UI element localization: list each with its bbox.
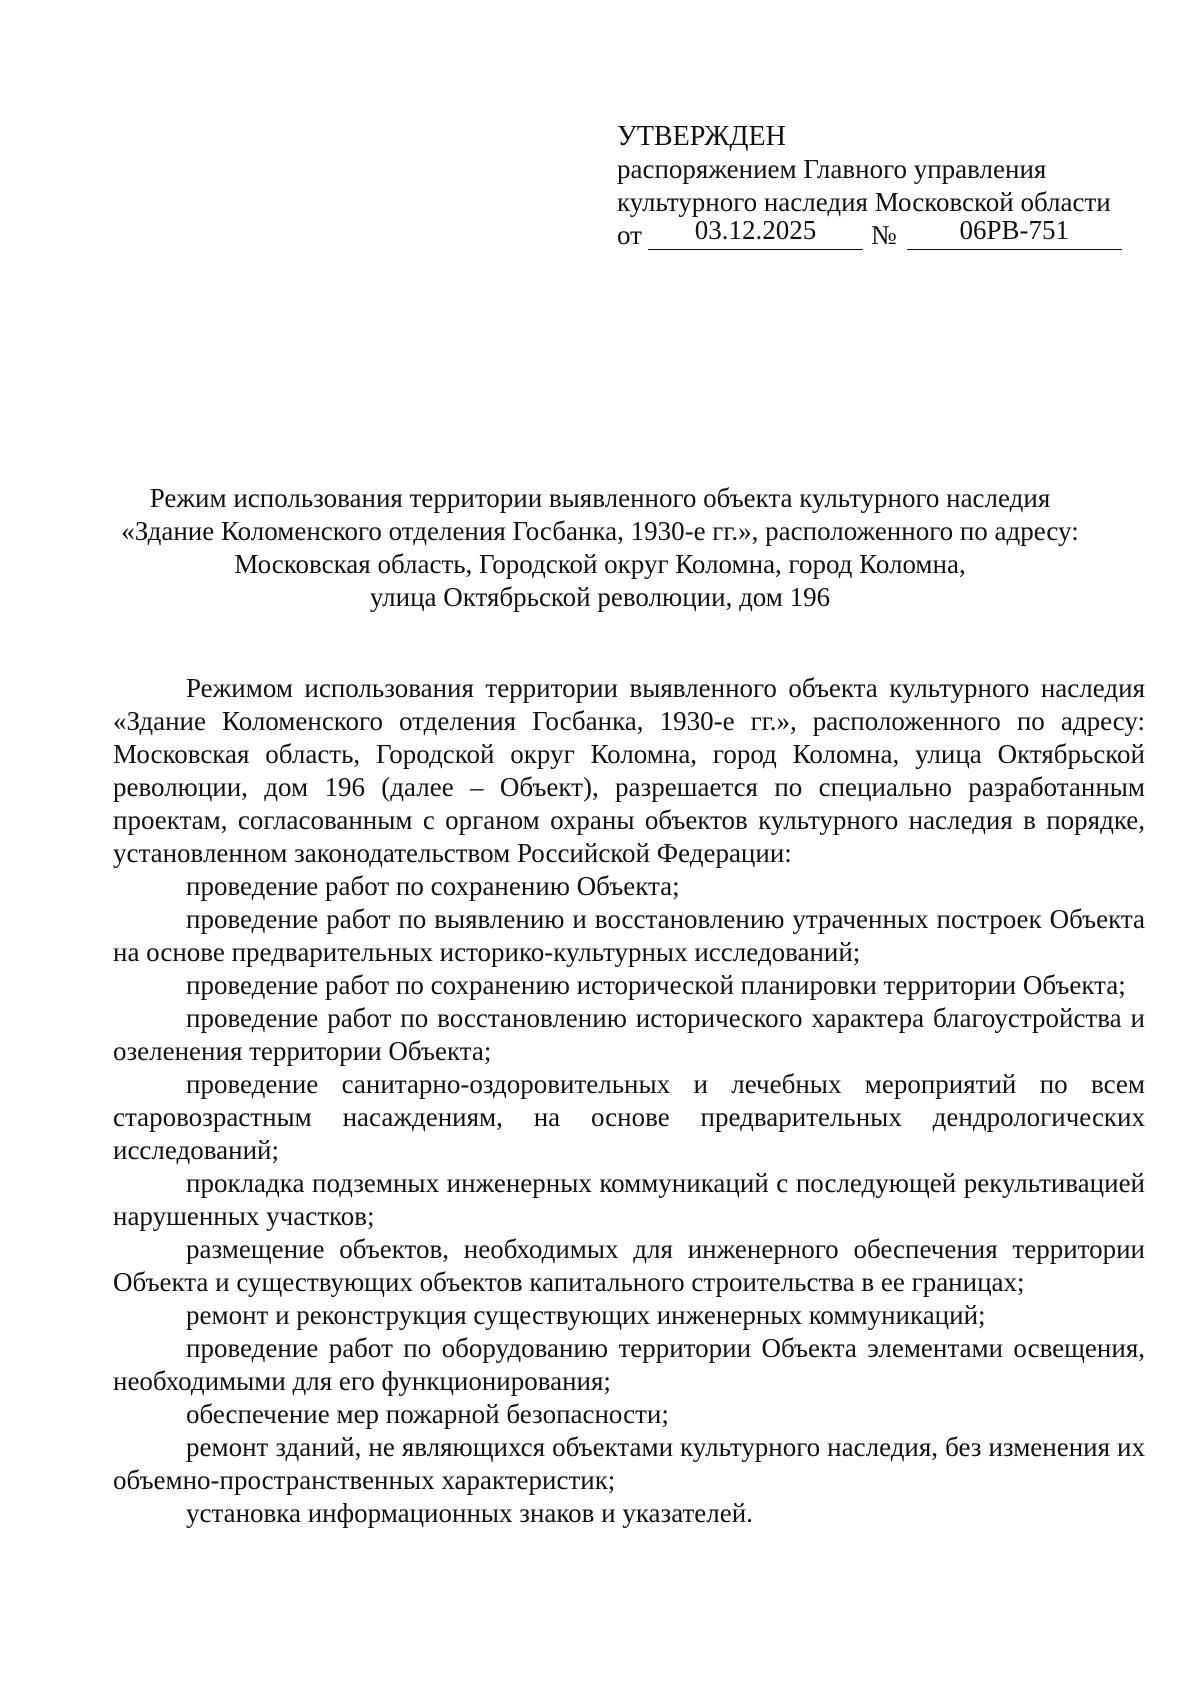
title-line: улица Октябрьской революции, дом 196 xyxy=(369,582,831,612)
approval-date: 03.12.2025 xyxy=(694,215,817,245)
approval-authority-line-1: распоряжением Главного управления xyxy=(617,154,1047,184)
title-line: «Здание Коломенского отделения Госбанка, 1930-е гг.», расположенного по адресу: xyxy=(121,516,1079,546)
list-item: проведение работ по сохранению Объекта; xyxy=(186,871,680,901)
from-label: от xyxy=(617,220,642,250)
intro-paragraph: Режимом использования территории выявленного объекта культурного наследия «Здание Коломенского отделения Госбанка, 1930-е гг.», расположенного по адресу: Московская область, Городской округ Коломна, город Коломна, улица Октябрьской революции, дом 196 (далее – Объект), разрешается по специально разработанным проектам, согласованным с органом охраны объектов культурного наследия в порядке, установленном законодательством Российской Федерации: xyxy=(113,673,1145,868)
list-item: размещение объектов, необходимых для инженерного обеспечения территории Объекта и существующих объектов капитального строительства в ее границах; xyxy=(113,1234,1145,1297)
document-title xyxy=(100,482,1100,614)
list-item: проведение санитарно-оздоровительных и лечебных мероприятий по всем старовозрастным насаждениям, на основе предварительных дендрологических исследований; xyxy=(113,1069,1145,1165)
list-item: прокладка подземных инженерных коммуникаций с последующей рекультивацией нарушенных участков; xyxy=(113,1168,1145,1231)
approval-block xyxy=(617,120,1157,252)
approval-reference-row xyxy=(617,215,1157,252)
approval-number-field xyxy=(907,215,1122,250)
list-item: обеспечение мер пожарной безопасности; xyxy=(186,1399,669,1429)
approval-heading: УТВЕРЖДЕН xyxy=(617,121,786,152)
list-item: проведение работ по восстановлению исторического характера благоустройства и озеленения территории Объекта; xyxy=(113,1003,1145,1066)
title-line: Московская область, Городской округ Коломна, город Коломна, xyxy=(234,549,966,579)
approval-number: 06РВ-751 xyxy=(959,215,1069,245)
approval-authority-line-2: культурного наследия Московской области xyxy=(617,187,1111,217)
list-item: установка информационных знаков и указателей. xyxy=(186,1498,753,1528)
title-line: Режим использования территории выявленного объекта культурного наследия xyxy=(149,483,1051,513)
list-item: ремонт зданий, не являющихся объектами культурного наследия, без изменения их объемно-пространственных характеристик; xyxy=(113,1432,1145,1495)
list-item: ремонт и реконструкция существующих инженерных коммуникаций; xyxy=(186,1300,986,1330)
list-item: проведение работ по оборудованию территории Объекта элементами освещения, необходимыми для его функционирования; xyxy=(113,1333,1145,1396)
approval-date-field xyxy=(648,215,863,250)
list-item: проведение работ по сохранению исторической планировки территории Объекта; xyxy=(186,970,1126,1000)
number-sign: № xyxy=(870,220,897,250)
document-body xyxy=(113,672,1145,1530)
list-item: проведение работ по выявлению и восстановлению утраченных построек Объекта на основе предварительных историко-культурных исследований; xyxy=(113,904,1145,967)
